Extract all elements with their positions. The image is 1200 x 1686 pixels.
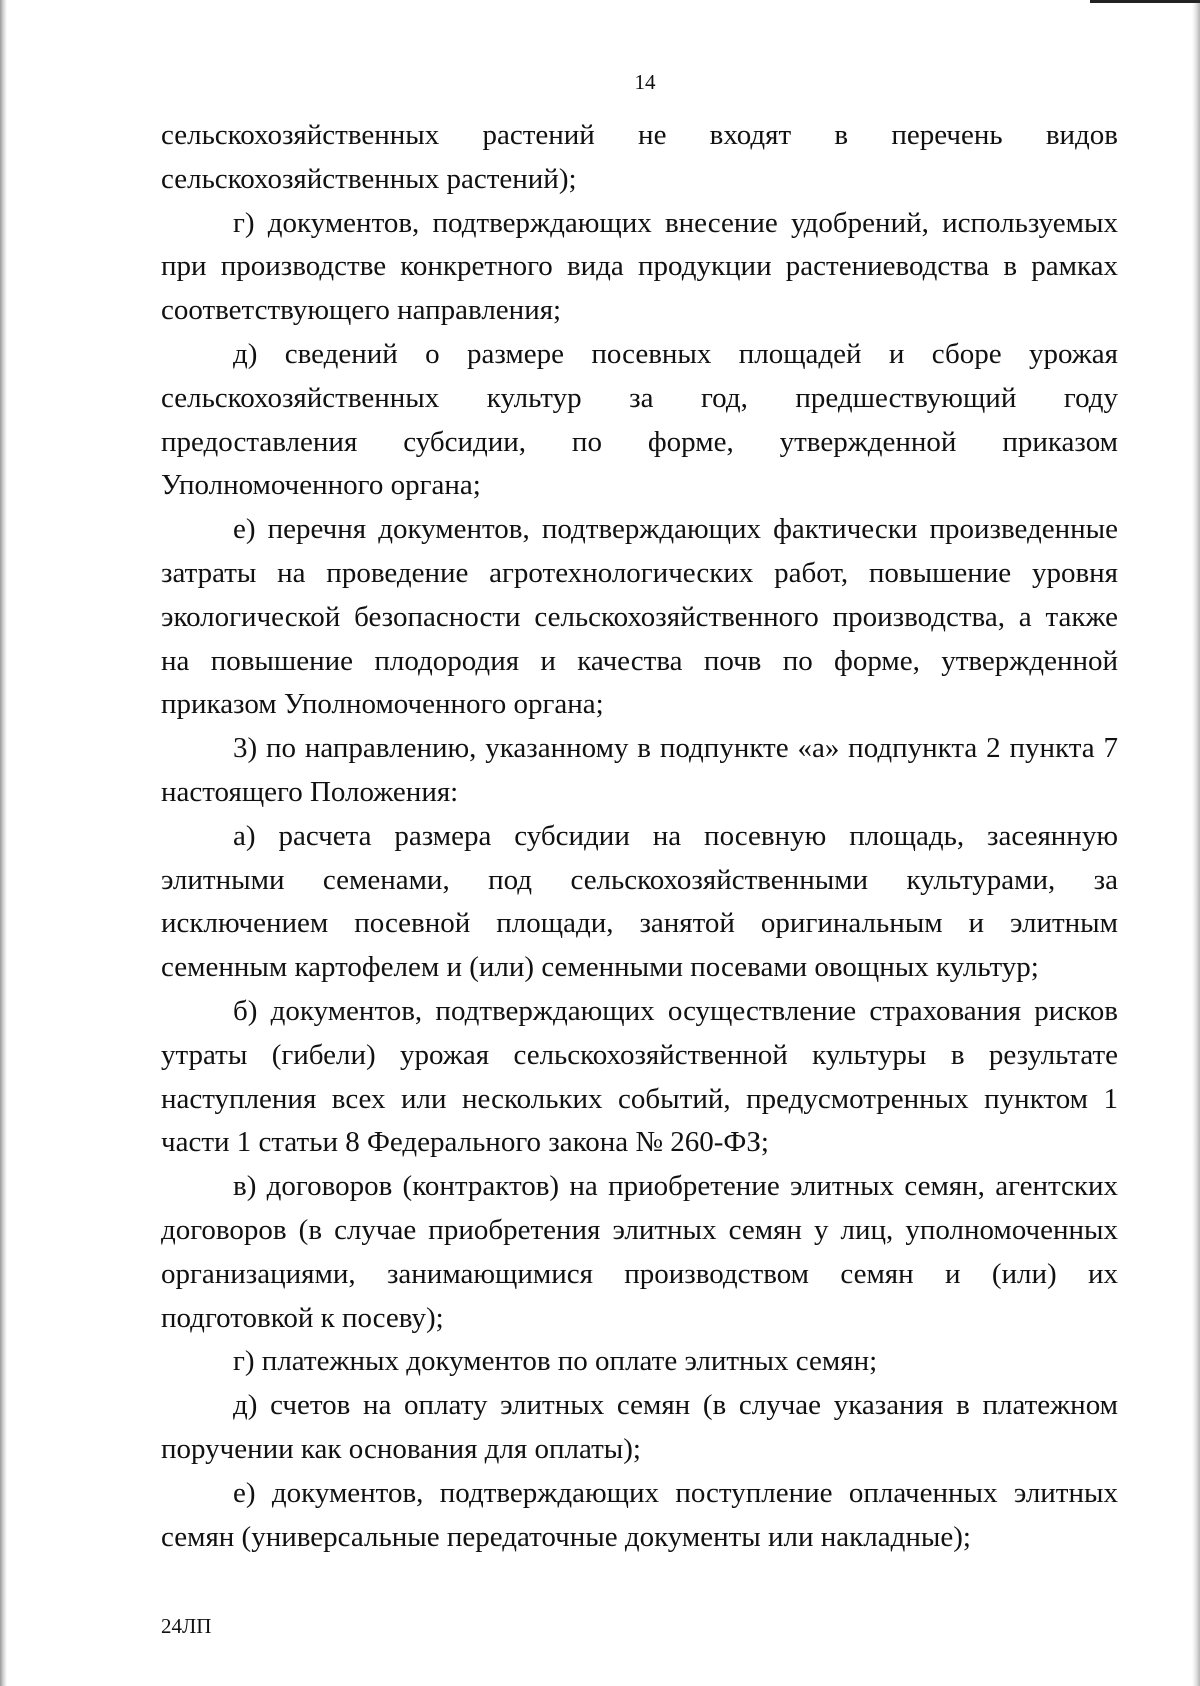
scan-edge-top <box>1090 0 1200 3</box>
paragraph: 3) по направлению, указанному в подпункте «а» подпункта 2 пункта 7 настоящего Положения: <box>161 732 1118 808</box>
paragraph: г) платежных документов по оплате элитных семян; <box>233 1345 878 1378</box>
paragraph: д) сведений о размере посевных площадей и сборе урожая сельскохозяйственных культур за год, предшествующий году предоставления субсидии, по форме, утвержденной приказом Уполномоченного органа; <box>161 337 1118 502</box>
paragraph: в) договоров (контрактов) на приобретение элитных семян, агентских договоров (в случае приобретения элитных семян у лиц, уполномоченных организациями, занимающимися производством семян и (или) их подготовкой к посеву); <box>161 1170 1118 1334</box>
paragraph: сельскохозяйственных растений не входят в перечень видов сельскохозяйственных растений); <box>161 119 1118 195</box>
footer-code: 24ЛП <box>161 1614 212 1638</box>
scan-edge-right <box>1192 0 1200 1686</box>
page-number: 14 <box>634 70 656 94</box>
paragraph: е) документов, подтверждающих поступление оплаченных элитных семян (универсальные передаточные документы или накладные); <box>161 1476 1118 1553</box>
paragraph: б) документов, подтверждающих осуществление страхования рисков утраты (гибели) урожая сельскохозяйственной культуры в результате наступления всех или нескольких событий, предусмотренных пунктом 1 части 1 статьи 8 Федерального закона № 260-ФЗ; <box>161 994 1118 1159</box>
document-body <box>161 114 1118 1559</box>
paragraph: а) расчета размера субсидии на посевную площадь, засеянную элитными семенами, под сельскохозяйственными культурами, за исключением посевной площади, занятой оригинальным и элитным семенным картофелем и (или) семенными посевами овощных культур; <box>161 819 1118 984</box>
paragraph: д) счетов на оплату элитных семян (в случае указания в платежном поручении как основания для оплаты); <box>161 1389 1118 1465</box>
paragraph: е) перечня документов, подтверждающих фактически произведенные затраты на проведение агротехнологических работ, повышение уровня экологической безопасности сельскохозяйственного производства, а также на повышение плодородия и качества почв по форме, утвержденной приказом Уполномоченного органа; <box>161 513 1118 721</box>
paragraph: г) документов, подтверждающих внесение удобрений, используемых при производстве конкретного вида продукции растениеводства в рамках соответствующего направления; <box>161 206 1118 327</box>
scan-edge-left <box>0 0 7 1686</box>
